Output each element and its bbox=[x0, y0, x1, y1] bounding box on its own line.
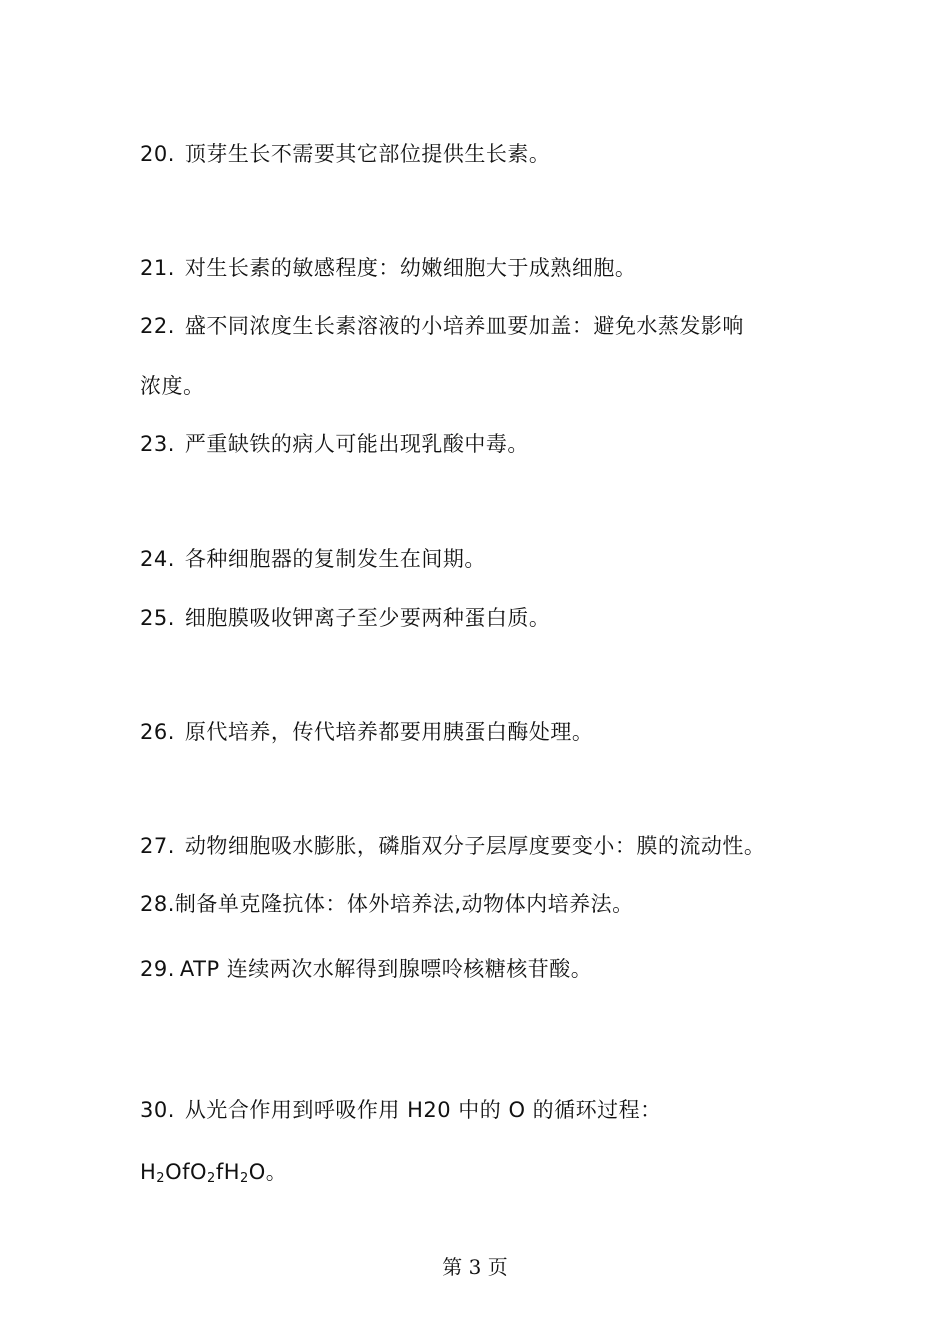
item-number: 22. bbox=[140, 314, 175, 338]
item-text: 盛不同浓度生长素溶液的小培养皿要加盖：避免水蒸发影响 bbox=[184, 314, 744, 338]
item-text: 严重缺铁的病人可能出现乳酸中毒。 bbox=[184, 432, 529, 456]
chemical-formula bbox=[140, 1158, 287, 1186]
item-text: ATP 连续两次水解得到腺嘌呤核糖核苷酸。 bbox=[179, 957, 593, 981]
item-text: 原代培养，传代培养都要用胰蛋白酶处理。 bbox=[184, 720, 594, 744]
formula-part: OfO bbox=[165, 1160, 208, 1184]
item-text: 从光合作用到呼吸作用 H20 中的 O 的循环过程： bbox=[184, 1098, 662, 1122]
list-item bbox=[140, 718, 593, 746]
item-text: 各种细胞器的复制发生在间期。 bbox=[184, 547, 486, 571]
item-number: 24. bbox=[140, 547, 175, 571]
list-item-continuation bbox=[140, 372, 205, 400]
list-item bbox=[140, 1096, 662, 1124]
item-text: 制备单克隆抗体：体外培养法,动物体内培养法。 bbox=[174, 892, 634, 916]
item-text: 对生长素的敏感程度：幼嫩细胞大于成熟细胞。 bbox=[184, 256, 637, 280]
formula-subscript: 2 bbox=[207, 1171, 216, 1186]
list-item bbox=[140, 140, 550, 168]
list-item bbox=[140, 955, 592, 983]
item-number: 26. bbox=[140, 720, 175, 744]
item-number: 23. bbox=[140, 432, 175, 456]
formula-subscript: 2 bbox=[240, 1171, 249, 1186]
item-text: 顶芽生长不需要其它部位提供生长素。 bbox=[184, 142, 551, 166]
item-number: 25. bbox=[140, 606, 175, 630]
list-item bbox=[140, 604, 550, 632]
item-number: 20. bbox=[140, 142, 175, 166]
item-number: 29. bbox=[140, 957, 175, 981]
formula-subscript: 2 bbox=[156, 1171, 166, 1186]
list-item bbox=[140, 254, 636, 282]
page-number-footer: 第 3 页 bbox=[442, 1255, 508, 1279]
list-item bbox=[140, 832, 765, 860]
item-number: 21. bbox=[140, 256, 175, 280]
item-number: 28. bbox=[140, 892, 175, 916]
list-item bbox=[140, 545, 486, 573]
formula-part: H bbox=[140, 1160, 157, 1184]
list-item bbox=[140, 430, 529, 458]
item-text: 浓度。 bbox=[140, 374, 205, 398]
list-item bbox=[140, 312, 744, 340]
item-number: 30. bbox=[140, 1098, 175, 1122]
item-text: 细胞膜吸收钾离子至少要两种蛋白质。 bbox=[184, 606, 551, 630]
list-item bbox=[140, 890, 634, 918]
formula-part: fH bbox=[215, 1160, 240, 1184]
item-text: 动物细胞吸水膨胀，磷脂双分子层厚度要变小：膜的流动性。 bbox=[184, 834, 766, 858]
formula-part: O。 bbox=[248, 1160, 288, 1184]
item-number: 27. bbox=[140, 834, 175, 858]
